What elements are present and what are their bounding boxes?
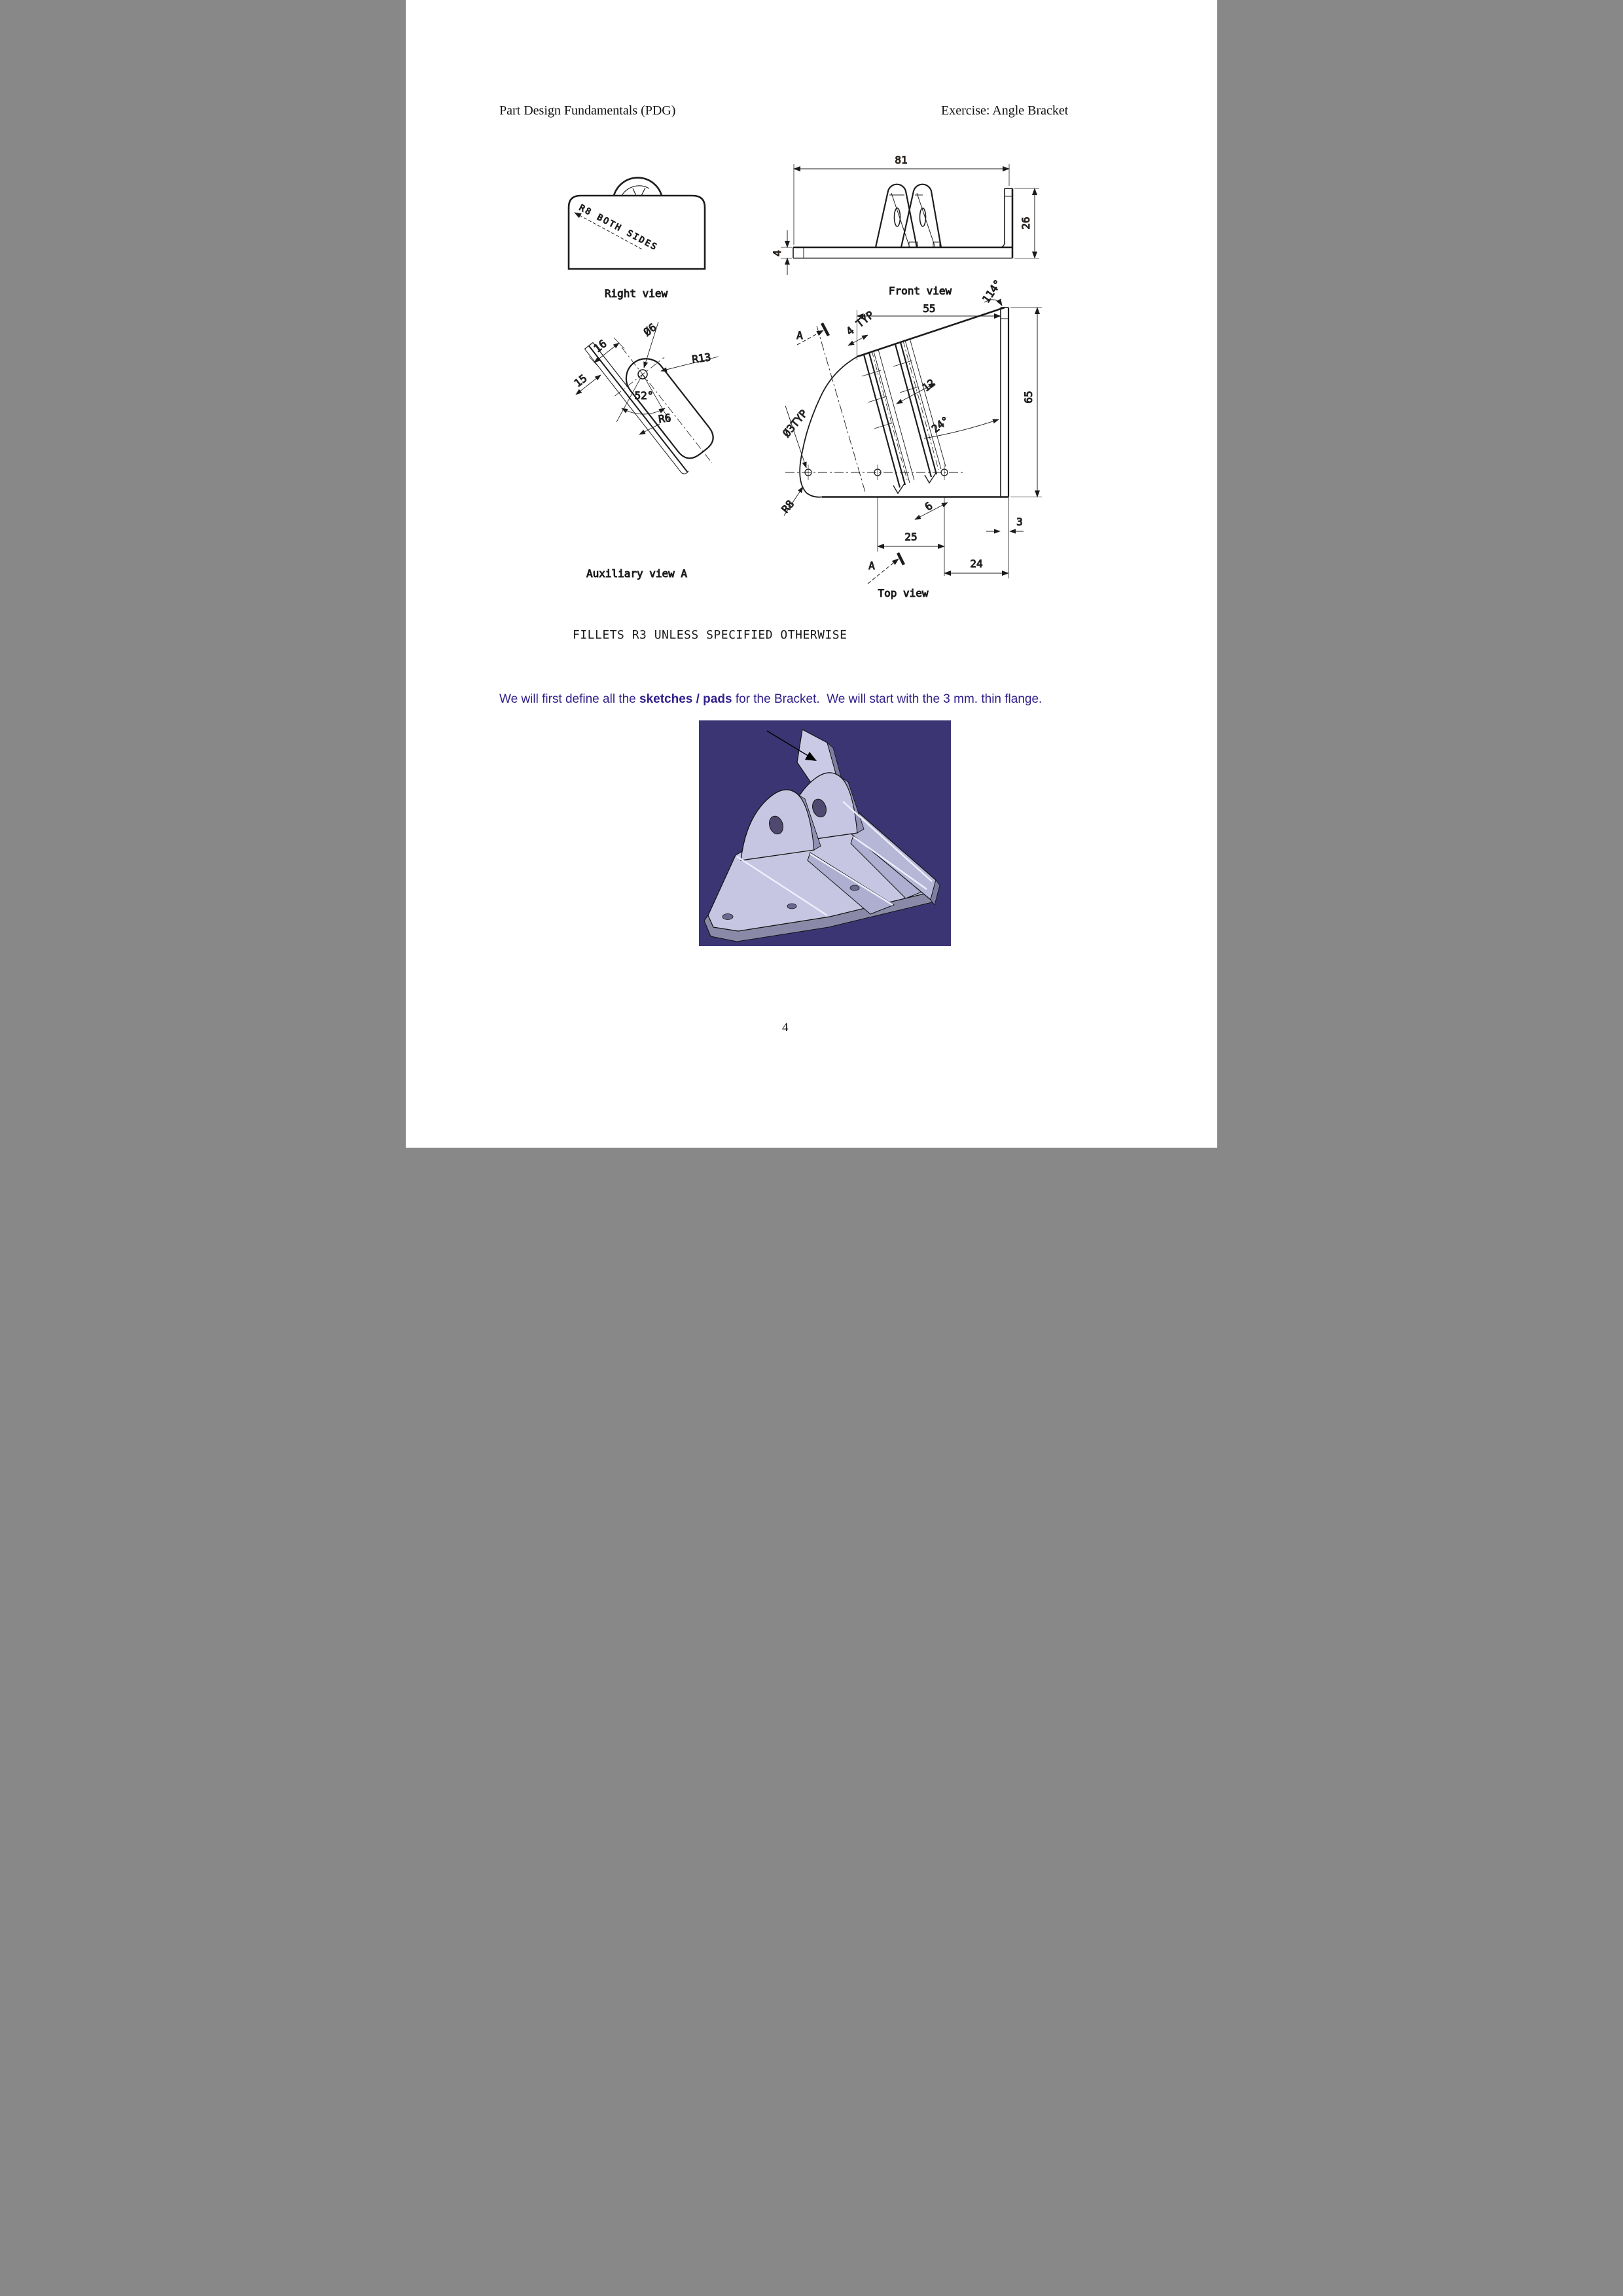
page-number: 4 (782, 1021, 789, 1034)
top-dim-corner: R8 (779, 497, 797, 516)
section-label-top: A (796, 329, 803, 342)
front-dim-height: 26 (1020, 217, 1032, 230)
instruction-paragraph (499, 692, 1131, 707)
front-dim-thickness: 4 (771, 250, 783, 256)
top-dim-rib-pitch: 12 (919, 376, 938, 395)
top-dim-flange: 3 (1016, 516, 1023, 528)
top-dim-angle-top: 114° (979, 277, 1005, 306)
drawing-note: FILLETS R3 UNLESS SPECIFIED OTHERWISE (573, 628, 847, 642)
right-view-label: Right view (604, 287, 668, 300)
aux-dim-fillet: R6 (657, 411, 672, 426)
aux-dim-angle: 52° (634, 389, 654, 402)
aux-dim-head: R13 (691, 351, 712, 366)
aux-dim-width: 16 (591, 337, 609, 355)
header-course-title: Part Design Fundamentals (PDG) (499, 103, 676, 118)
top-dim-lug: 6 (922, 499, 935, 514)
aux-view-label: Auxiliary view A (586, 567, 688, 580)
top-dim-rib: 4 TYP (844, 308, 876, 338)
header-exercise-title: Exercise: Angle Bracket (941, 103, 1069, 118)
paragraph-tail: for the Bracket. We will start with the 3 mm. thin flange. (732, 692, 1043, 706)
auxiliary-view (572, 313, 734, 580)
section-label-bottom: A (868, 559, 875, 572)
front-view-label: Front view (888, 285, 952, 297)
paragraph-bold: sketches / pads (639, 692, 732, 706)
bracket-3d-image (699, 720, 951, 946)
right-view (569, 178, 705, 300)
top-dim-depth: 55 (923, 302, 936, 315)
top-dim-rib-angle: 24° (929, 414, 952, 436)
top-view-label: Top view (878, 587, 929, 599)
aux-dim-hole: Ø6 (641, 321, 659, 339)
document-page (406, 0, 1217, 1148)
front-view (771, 154, 1039, 297)
top-dim-holes: Ø3TYP (780, 407, 810, 440)
front-dim-width: 81 (895, 154, 908, 166)
top-dim-pitch1: 25 (904, 531, 918, 543)
top-dim-pitch2: 24 (970, 557, 983, 570)
engineering-drawing (406, 0, 1217, 661)
aux-dim-offset: 15 (571, 372, 590, 390)
top-view (779, 277, 1042, 599)
paragraph-lead: We will first define all the (499, 692, 640, 706)
top-dim-height: 65 (1022, 391, 1035, 404)
right-view-callout: R8 BOTH SIDES (577, 203, 660, 253)
